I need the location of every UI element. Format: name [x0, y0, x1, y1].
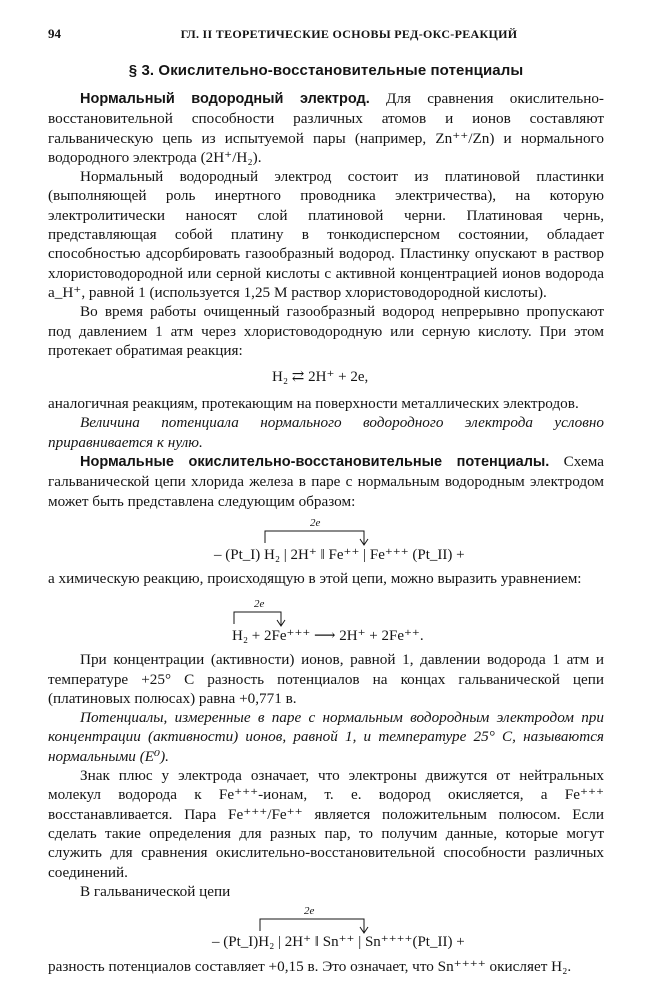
formula-text: H₂ + 2Fe⁺⁺⁺ ⟶ 2H⁺ + 2Fe⁺⁺.	[232, 628, 424, 645]
formula-tin-cell	[48, 901, 604, 957]
paragraph-text: Схема гальванической цепи хлорида железа в паре с нормальным водородным электродом может быть представлена следующим образом:	[48, 453, 604, 510]
paragraph-analogy: аналогичная реакциям, протекающим на поверхности металлических электродов.	[48, 395, 579, 413]
paragraph-conclusion: разность потенциалов составляет +0,15 в. Это означает, что Sn⁺⁺⁺⁺ окисляет H₂.	[48, 958, 572, 976]
formula-iron-cell	[48, 511, 604, 569]
section-title: § 3. Окислительно-восстановительные потенциалы	[128, 62, 524, 79]
paragraph-sign-meaning: Знак плюс у электрода означает, что электроны движутся от нейтральных молекул водорода к Fe⁺⁺⁺-ионам, т. е. водород окисляется, а Fe⁺⁺⁺ восстанавливается. Пара Fe⁺⁺⁺/Fe⁺⁺ является положительным полюсом. Если сделать такие определения для разных пар, то получим данные, которые могут служить для сравнения окислительно-восстановительной способности различных соединений.	[48, 767, 604, 881]
paragraph-reaction-intro: а химическую реакцию, происходящую в этой цепи, можно выразить уравнением:	[48, 569, 582, 587]
formula-hydrogen-equilibrium	[48, 360, 604, 394]
formula-text: – (Pt_I) H₂ | 2H⁺ ‖ Fe⁺⁺ | Fe⁺⁺⁺ (Pt_II) +	[214, 546, 465, 563]
paragraph-hydrogen-electrode-intro	[48, 89, 604, 167]
electron-label: 2e	[304, 905, 315, 918]
paragraph-text: Для сравнения окислительно-восстановительной способности различных атомов и ионов составляют гальваническую цепь из испытуемой пары (например, Zn⁺⁺/Zn) и нормального водородного электрода (2H⁺/H₂).	[48, 90, 604, 166]
paragraph-zero-potential: Величина потенциала нормального водородного электрода условно приравнивается к нулю.	[48, 414, 604, 451]
paragraph-potential-difference: При концентрации (активности) ионов, равной 1, давлении водорода 1 атм и температуре +25° С разность потенциалов на концах гальванической цепи (платиновых полюсах) равна +0,771 в.	[48, 651, 604, 707]
run-in-heading: Нормальный водородный электрод.	[80, 91, 370, 107]
running-head	[48, 26, 604, 46]
running-title: ГЛ. II ТЕОРЕТИЧЕСКИЕ ОСНОВЫ РЕД-ОКС-РЕАКЦИЙ	[180, 27, 518, 41]
formula-iron-reaction	[48, 588, 604, 650]
formula-text: H₂ ⇄ 2H⁺ + 2e,	[272, 369, 369, 386]
formula-text: – (Pt_I)H₂ | 2H⁺ ‖ Sn⁺⁺ | Sn⁺⁺⁺⁺(Pt_II) +	[212, 934, 465, 951]
page-number: 94	[48, 26, 61, 41]
electron-label: 2e	[254, 598, 265, 611]
electron-label: 2e	[310, 516, 321, 529]
paragraph-tin-cell-intro: В гальванической цепи	[80, 882, 231, 900]
book-page	[48, 26, 604, 976]
paragraph-redox-potentials-intro	[48, 452, 604, 511]
paragraph-normal-potentials-definition: Потенциалы, измеренные в паре с нормальным водородным электродом при концентрации (активности) ионов, равной 1, и температуре 25° С, называются нормальными (E⁰).	[48, 709, 604, 765]
paragraph-operation: Во время работы очищенный газообразный водород непрерывно пропускают под давлением 1 атм через хлористоводородную или серную кислоту. При этом протекает обратимая реакция:	[48, 303, 604, 359]
run-in-heading: Нормальные окислительно-восстановительные потенциалы.	[80, 454, 550, 471]
paragraph-electrode-description: Нормальный водородный электрод состоит из платиновой пластинки (выполняющей роль инертного проводника электричества), на которую электролитически наносят слой платиновой черни. Платиновая чернь, представляющая собой платину в тонкодисперсном состоянии, обладает способностью адсорбировать газообразный водород. Пластинку опускают в раствор хлористоводородной или серной кислоты с активной концентрацией ионов водорода a_H⁺, равной 1 (используется 1,25 М раствор хлористоводородной кислоты).	[48, 168, 604, 301]
